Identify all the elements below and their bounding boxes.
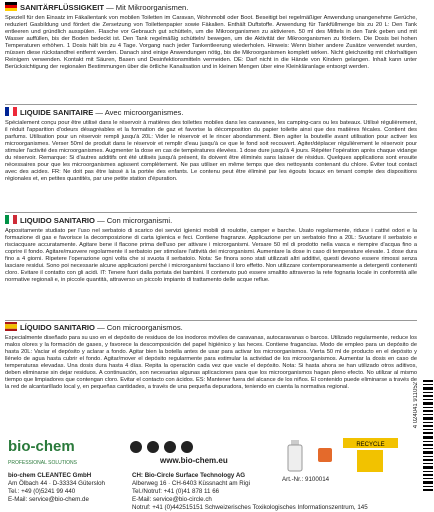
section-subtitle: — Con microorganismos. (97, 323, 183, 332)
facebook-icon[interactable] (130, 441, 142, 453)
french-flag-icon (5, 107, 17, 116)
youtube-icon[interactable] (164, 441, 176, 453)
section-header (5, 215, 417, 227)
brand-logo (8, 438, 75, 455)
section-fr (5, 107, 417, 183)
de-phone: Tel.: +49 (0)5241 99 440 (8, 488, 76, 495)
section-title: LIQUIDE SANITAIRE (20, 108, 94, 117)
article-number: Art.-Nr.: 9100014 (282, 476, 330, 483)
ch-mail: E-Mail: service@bio-circle.ch (132, 496, 212, 503)
german-flag-icon (5, 2, 17, 11)
bottle-pictogram-icon (282, 438, 308, 474)
divider (5, 212, 417, 213)
recycle-bin-icon (343, 438, 398, 474)
pinterest-icon[interactable] (181, 441, 193, 453)
section-es (5, 322, 417, 391)
section-title: SANITÄRFLÜSSIGKEIT (20, 3, 104, 12)
spanish-flag-icon (5, 322, 17, 331)
section-de (5, 2, 417, 71)
divider (5, 104, 417, 105)
section-subtitle: — Con microrganismi. (97, 216, 173, 225)
section-text: Appositamente studiato per l'uso nel serbatoio di scarico dei servizi igienici mobili di roulotte, camper e barche. Usato regolarmente, riduce i cattivi odori e la formazione di gas e favorisce la decomposizione di carta igienica e feci. Contiene fragranze. Applicazione per un serbatoio fino a 20L: Svuotare il serbatoio e risciacquare accuratamente. Agitare bene il flacone prima dell'uso per attivare i microrganismi. Versare 50 ml di prodotto nella vasca e riempire d'acqua fino a coprire il fondo. Agitare/muovere regolarmente il serbatoio per stimolare l'attività dei microrganismi. Aumentare la dose in caso di temperature elevate. 1 dose dura fino a 4 giorni. Ripetere l'operazione ogni volta che si svuota il serbatoio. Nota: Se finora sono stati utilizzati altri additivi, questi devono essere rimossi senza lasciare residui. Sono poi necessarie alcune applicazioni perché i microrganismi facciano il loro effetto. Non utilizzare contemporaneamente a detergenti contenenti cloro. Evitare il contatto con gli acidi. IT: Tenere fuori dalla portata dei bambini. Il contenuto può essere smaltito attraverso la rete fognaria locale in conformità alle normative regionali e, in piccole quantità, attraverso un piccolo impianto di trattamento delle acque reflue. (5, 228, 417, 283)
instagram-icon[interactable] (147, 441, 159, 453)
section-title: LIQUIDO SANITARIO (20, 216, 95, 225)
section-header (5, 322, 417, 334)
section-subtitle: — Mit Mikroorganismen. (106, 3, 189, 12)
footer (0, 432, 434, 511)
brand-subtitle: PROFESSIONAL SOLUTIONS (8, 460, 77, 466)
section-text: Especialmente diseñado para su uso en el depósito de residuos de los inodoros móviles de caravanas, autocaravanas o barcos. Utilizado regularmente, reduce los malos olores y la formación de gases, y favorece la descomposición del papel higiénico y las heces. Contiene fragancias. Modo de empleo para un depósito de hasta 20L: Vaciar el depósito y aclarar a fondo. Agitar bien la botella antes de usar para activar los microorganismos. Vierta 50 ml de producto en el depósito y llénelo de agua hasta cubrir el fondo. Agitar/mover el depósito regularmente para estimular la actividad de los microorganismos. Aumentar la dosis en caso de temperaturas elevadas. Una dosis dura hasta 4 días. Repita la operación cada vez que vacíe el depósito. Nota: Si hasta ahora se han utilizado otros aditivos, deben eliminarse sin dejar residuos. A continuación, son necesarias algunas aplicaciones para que los microorganismos hagan pleno efecto. No utilizar al mismo tiempo que limpiadores que contengan cloro. Evitar el contacto con ácidos. ES: Mantener fuera del alcance de los niños. El contenido puede eliminarse a través de la red de alcantarillado local y, en pequeñas cantidades, a través de una pequeña depuradora, teniendo en cuenta la normativa regional. (5, 335, 417, 390)
website: www.bio-chem.eu (160, 456, 228, 465)
ch-street: Alberweg 16 · CH-6403 Küssnacht am Rigi (132, 480, 250, 487)
de-street: Am Ölbach 44 · D-33334 Gütersloh (8, 480, 105, 487)
section-header (5, 107, 417, 119)
ch-tox: Notruf: +41 (0)442515151 Schweizerisches Toxikologisches Informationszentrum, 145 (132, 504, 368, 511)
de-address (8, 472, 105, 504)
ean-code: 4 024041 911052 (413, 382, 419, 429)
brand-name: bio-chem (8, 438, 75, 455)
section-subtitle: — Avec microorganismes. (95, 108, 184, 117)
section-it (5, 215, 417, 284)
cap-pictogram-icon (312, 438, 338, 474)
de-mail: E-Mail: service@bio-chem.de (8, 496, 89, 503)
italian-flag-icon (5, 215, 17, 224)
ch-address (132, 472, 368, 512)
recycle-label: RECYCLE (356, 442, 385, 448)
section-header (5, 2, 417, 14)
divider (5, 320, 417, 321)
section-text: Speziell für den Einsatz im Fäkalientank von mobilen Toiletten im Caravan, Wohnmobil oder Boot. Beseitigt bei regelmäßiger Anwendung unangenehme Gerüche, reduziert Gasbildung und fördert die Zersetzung von Toilettenpapier sowie Fäkalien. Enthält Duftstoffe. Anwendung für Tankfüllmenge bis zu 20 L: Den Tank entleeren und gründlich ausspülen. Flasche vor Gebrauch gut schütteln, um die Mikroorganismen zu aktivieren. 50 ml des Mittels in den Tank geben und mit Wasser auffüllen, bis der Boden bedeckt ist. Den Tank regelmäßig schütteln/ bewegen, um die Aktivität der Mikroorganismen zu fördern. Die Dosis bei hohen Temperaturen erhöhen. 1 Dosis hält bis zu 4 Tage. Vorgang nach jeder Tankentleerung wiederholen. Hinweis: Wenn bisher andere Zusätze verwendet wurden, müssen diese rückstandfrei entfernt werden. Danach sind einige Anwendungen nötig, bis die Mikroorganismen komplett wirken. Nicht gleichzeitig mit chlorhaltigen Reinigern verwenden. Kontakt mit Säuren, Basen und Desinfektionsmitteln vermeiden. DE: Darf nicht in die Hände von Kindern gelangen. Inhalt kann unter Berücksichtigung der regionalen Bestimmungen über die örtliche Kanalisation und in kleinen Mengen über eine Kleinkläranlage entsorgt werden. (5, 15, 417, 70)
section-text: Spécialement conçu pour être utilisé dans le réservoir à matières des toilettes mobiles dans les caravanes, les camping-cars ou les bateaux. Utilisé régulièrement, il réduit l'apparition d'odeurs désagréables et la formation de gaz et favorise la décomposition du papier toilette ainsi que des matières fécales. Contient des parfums. Utilisation pour un réservoir rempli jusqu'à 20L: Vider le réservoir et le rincer abondamment. Bien agiter la bouteille avant utilisation pour activer les microorganismes. Verser 50ml de produit dans le réservoir et remplir d'eau jusqu'à ce que le fond soit recouvert. Agiter/déplacer régulièrement le réservoir pour stimuler l'activité des microorganismes. Augmenter la dose en cas de températures élevées. 1 dose dure jusqu'à 4 jours. Répéter l'opération après chaque vidange du réservoir. Remarque: Si d'autres additifs ont été utilisés jusqu'à présent, ils doivent être éliminés sans laisser de résidus. Quelques applications sont ensuite nécessaires pour que les microorganismes agissent complètement. Ne pas utiliser en même temps que des nettoyants contenant du chlore. Éviter tout contact avec des acides. FR: Ne doit pas être laissé à la portée des enfants. Le contenu peut être éliminé par les égouts locaux en tenant compte des dispositions régionales et, en petites quantités, par une petite station d'épuration. (5, 120, 417, 182)
section-title: LÍQUIDO SANITARIO (20, 323, 95, 332)
ch-phone: Tel./Notruf: +41 (0)41 878 11 66 (132, 488, 220, 495)
de-company: bio-chem CLEANTEC GmbH (8, 472, 92, 479)
ch-company: CH: Bio-Circle Surface Technology AG (132, 472, 246, 479)
